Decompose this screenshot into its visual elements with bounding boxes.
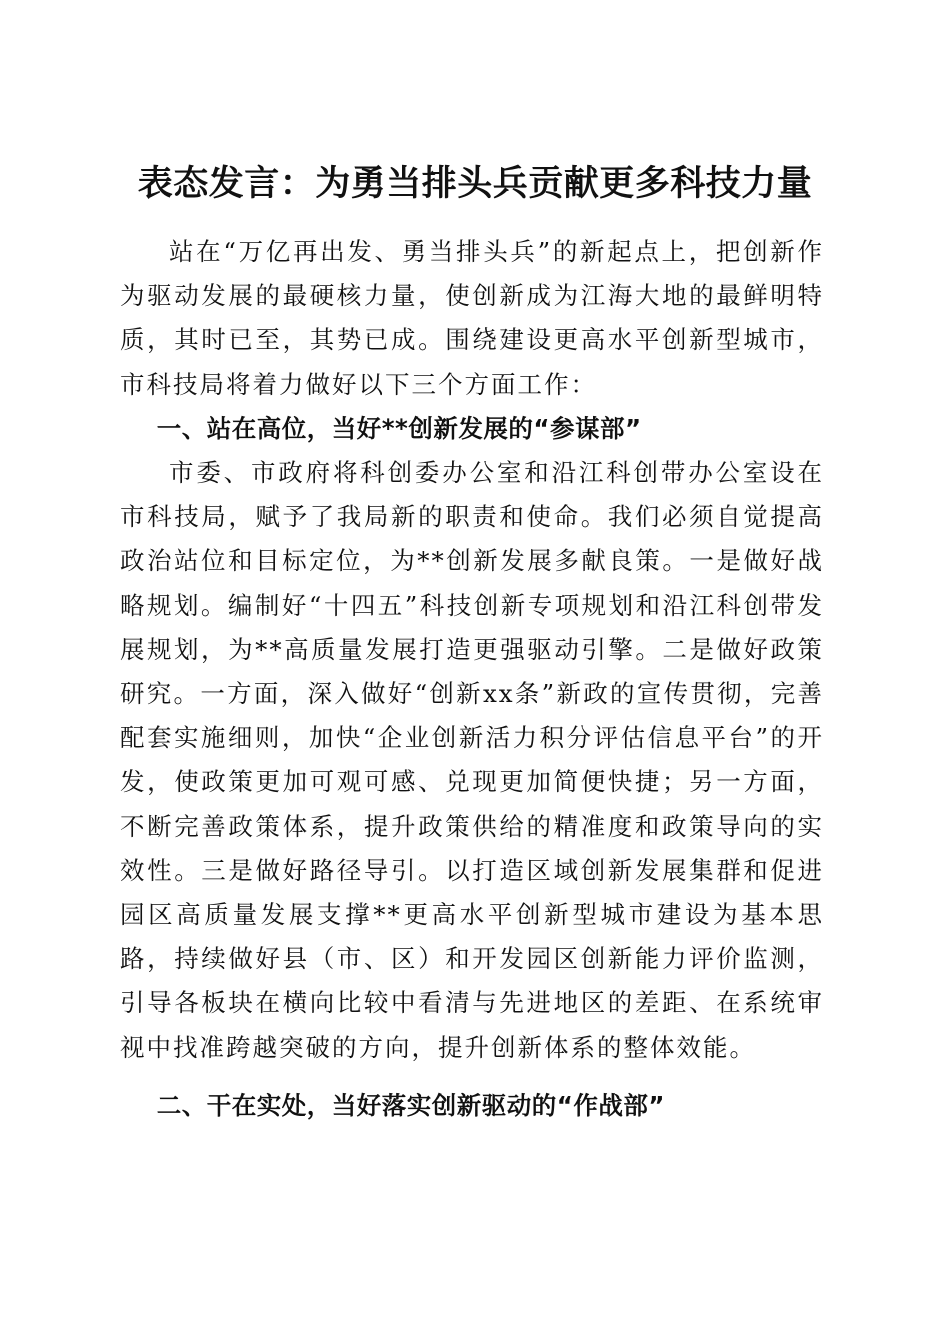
document-body [120, 230, 824, 1128]
section-2-heading: 二、干在实处，当好落实创新驱动的“作战部” [156, 1090, 665, 1120]
intro-paragraph: 站在“万亿再出发、勇当排头兵”的新起点上，把创新作为驱动发展的最硬核力量，使创新成为江海大地的最鲜明特质，其时已至，其势已成。围绕建设更高水平创新型城市，市科技局将着力做好以下三个方面工作： [120, 237, 824, 399]
section-1-heading: 一、站在高位，当好**创新发展的“参谋部” [156, 413, 642, 443]
section-1-paragraph: 市委、市政府将科创委办公室和沿江科创带办公室设在市科技局，赋予了我局新的职责和使命。我们必须自觉提高政治站位和目标定位，为**创新发展多献良策。一是做好战略规划。编制好“十四五”科技创新专项规划和沿江科创带发展规划，为**高质量发展打造更强驱动引擎。二是做好政策研究。一方面，深入做好“创新xx条”新政的宣传贯彻，完善配套实施细则，加快“企业创新活力积分评估信息平台”的开发，使政策更加可观可感、兑现更加简便快捷；另一方面，不断完善政策体系，提升政策供给的精准度和政策导向的实效性。三是做好路径导引。以打造区域创新发展集群和促进园区高质量发展支撑**更高水平创新型城市建设为基本思路，持续做好县（市、区）和开发园区创新能力评价监测，引导各板块在横向比较中看清与先进地区的差距、在系统审视中找准跨越突破的方向，提升创新体系的整体效能。 [120, 458, 824, 1062]
document-title: 表态发言：为勇当排头兵贡献更多科技力量 [137, 163, 813, 205]
